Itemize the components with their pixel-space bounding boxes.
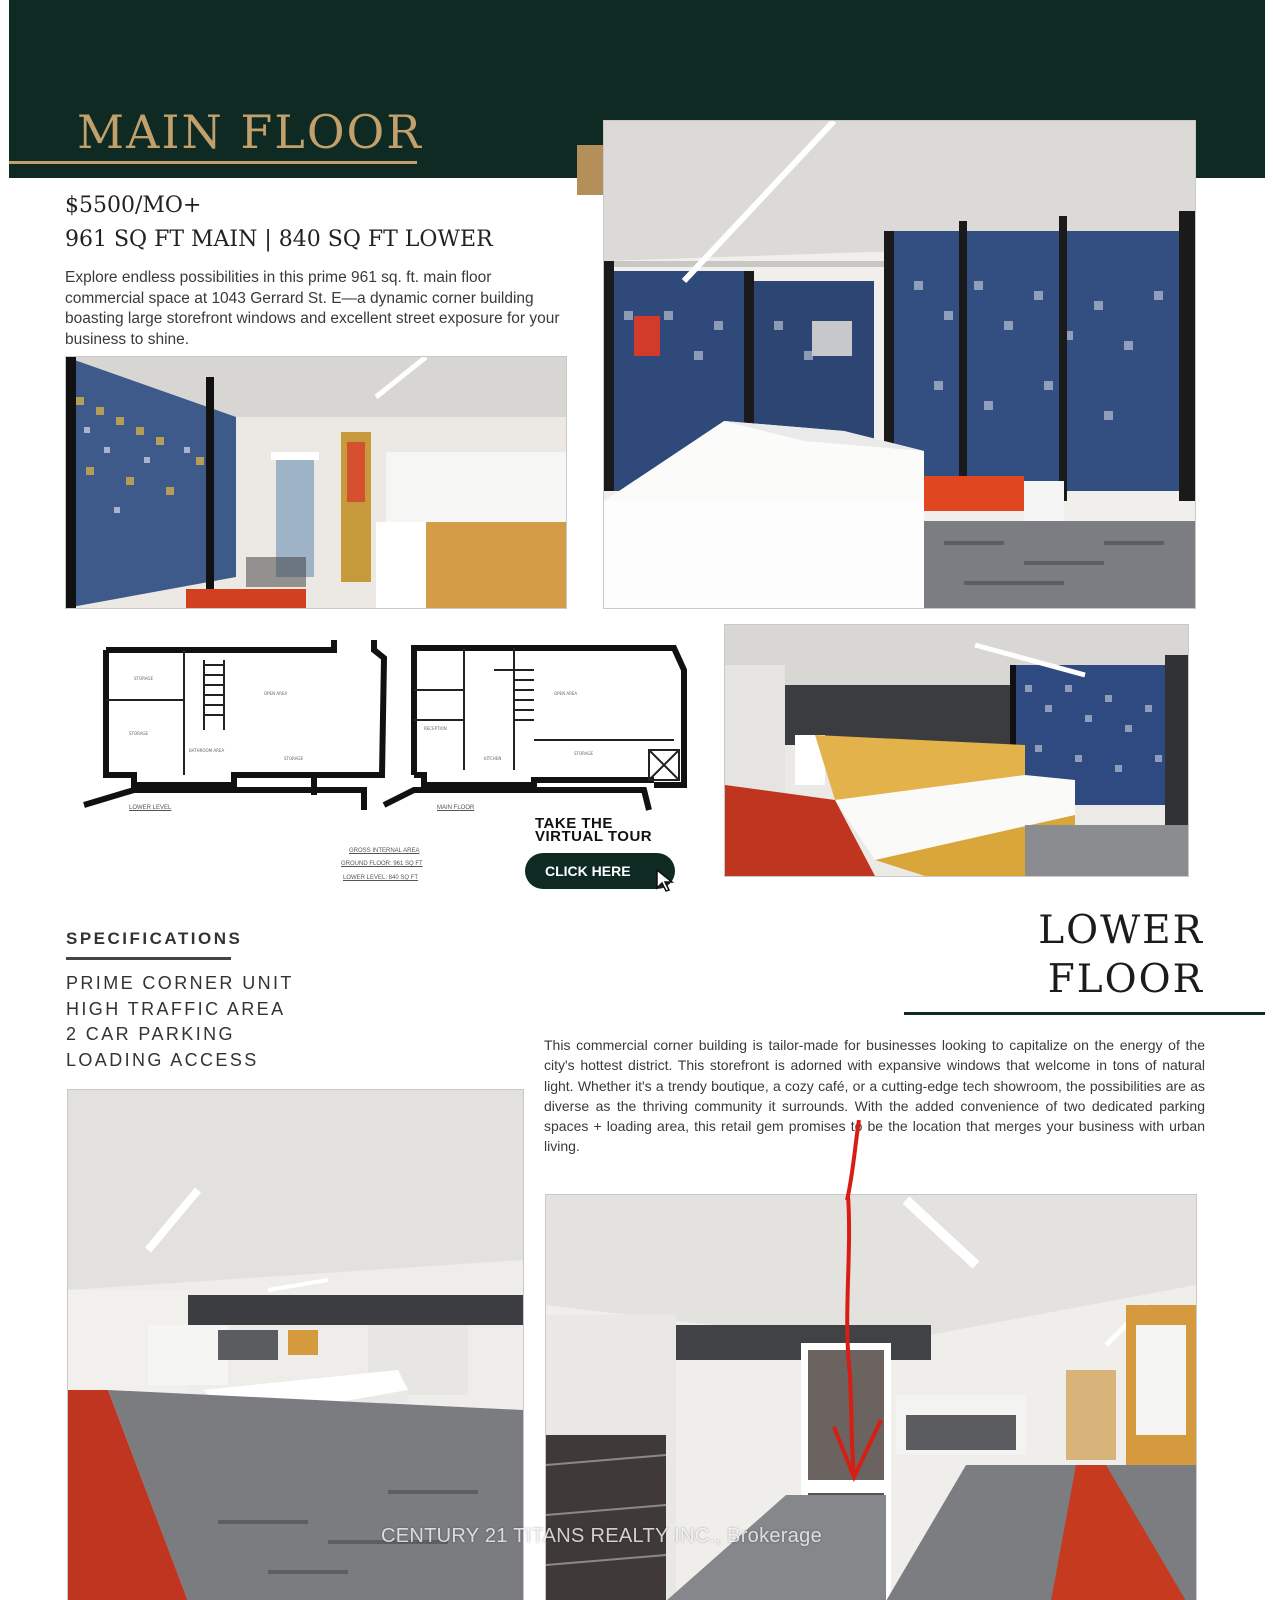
specifications-underline	[66, 957, 231, 960]
virtual-tour-button-label: CLICK HERE	[545, 863, 631, 879]
svg-text:STORAGE: STORAGE	[134, 676, 154, 681]
svg-text:KITCHEN: KITCHEN	[484, 756, 502, 761]
size-line: 961 SQ FT MAIN | 840 SQ FT LOWER	[65, 227, 493, 252]
brochure-page	[9, 0, 1265, 1600]
lower-floor-underline	[904, 1012, 1265, 1015]
svg-text:STORAGE: STORAGE	[129, 731, 149, 736]
gross-area-lower: LOWER LEVEL: 840 SQ FT	[343, 875, 419, 881]
gross-area-ground: GROUND FLOOR: 961 SQ FT	[341, 861, 423, 867]
main-floor-label: MAIN FLOOR	[437, 805, 475, 811]
spec-item: HIGH TRAFFIC AREA	[66, 999, 286, 1019]
main-floor-photo-desk	[724, 624, 1189, 877]
svg-text:STORAGE: STORAGE	[284, 756, 304, 761]
svg-text:STORAGE: STORAGE	[574, 751, 594, 756]
cursor-arrow-icon	[656, 869, 676, 893]
spec-item: PRIME CORNER UNIT	[66, 973, 294, 993]
svg-text:OPEN AREA: OPEN AREA	[554, 691, 578, 696]
main-floor-description: Explore endless possibilities in this prime 961 sq. ft. main floor commercial space at 1043 Gerrard St. E—a dynamic corner building boasting large storefront windows and excellent street exposure for your business to shine.	[65, 269, 560, 348]
gross-area-title: GROSS INTERNAL AREA	[349, 848, 420, 854]
price: $5500/MO+	[65, 193, 202, 218]
specifications-heading: SPECIFICATIONS	[66, 929, 243, 948]
svg-text:OPEN AREA: OPEN AREA	[264, 691, 288, 696]
main-floor-photo-entrance	[65, 356, 567, 609]
svg-text:BATHROOM AREA: BATHROOM AREA	[189, 748, 225, 753]
title-underline	[9, 161, 417, 164]
red-arrow-annotation	[845, 1120, 865, 1200]
lower-floor-photo-workstations	[67, 1089, 524, 1600]
main-floor-photo-reception	[603, 120, 1196, 609]
virtual-tour-heading-2: VIRTUAL TOUR	[535, 828, 653, 845]
lower-floor-description: This commercial corner building is tailor-made for businesses looking to capitalize on the energy of the city's hottest district. This storefront is adorned with expansive windows that welcome in tons of natural light. Whether it's a trendy boutique, a cozy café, or a cutting-edge tech showroom, the possibilities are as diverse as the thriving community it surrounds. With the added convenience of two dedicated parking spaces + loading area, this retail gem promises to be the location that merges your business with urban living.	[544, 1037, 1205, 1155]
brokerage-watermark: CENTURY 21 TITANS REALTY INC., Brokerage	[381, 1525, 823, 1547]
lower-floor-title-1: LOWER	[1038, 908, 1204, 953]
lower-level-label: LOWER LEVEL	[129, 805, 172, 811]
main-floor-title: MAIN FLOOR	[77, 105, 423, 159]
lower-floor-title-2: FLOOR	[1047, 957, 1204, 1002]
spec-item: LOADING ACCESS	[66, 1050, 259, 1070]
virtual-tour-button[interactable]	[525, 853, 675, 889]
svg-text:RECEPTION: RECEPTION	[424, 726, 447, 731]
spec-item: 2 CAR PARKING	[66, 1024, 235, 1044]
virtual-tour-heading-1: TAKE THE	[535, 815, 613, 832]
